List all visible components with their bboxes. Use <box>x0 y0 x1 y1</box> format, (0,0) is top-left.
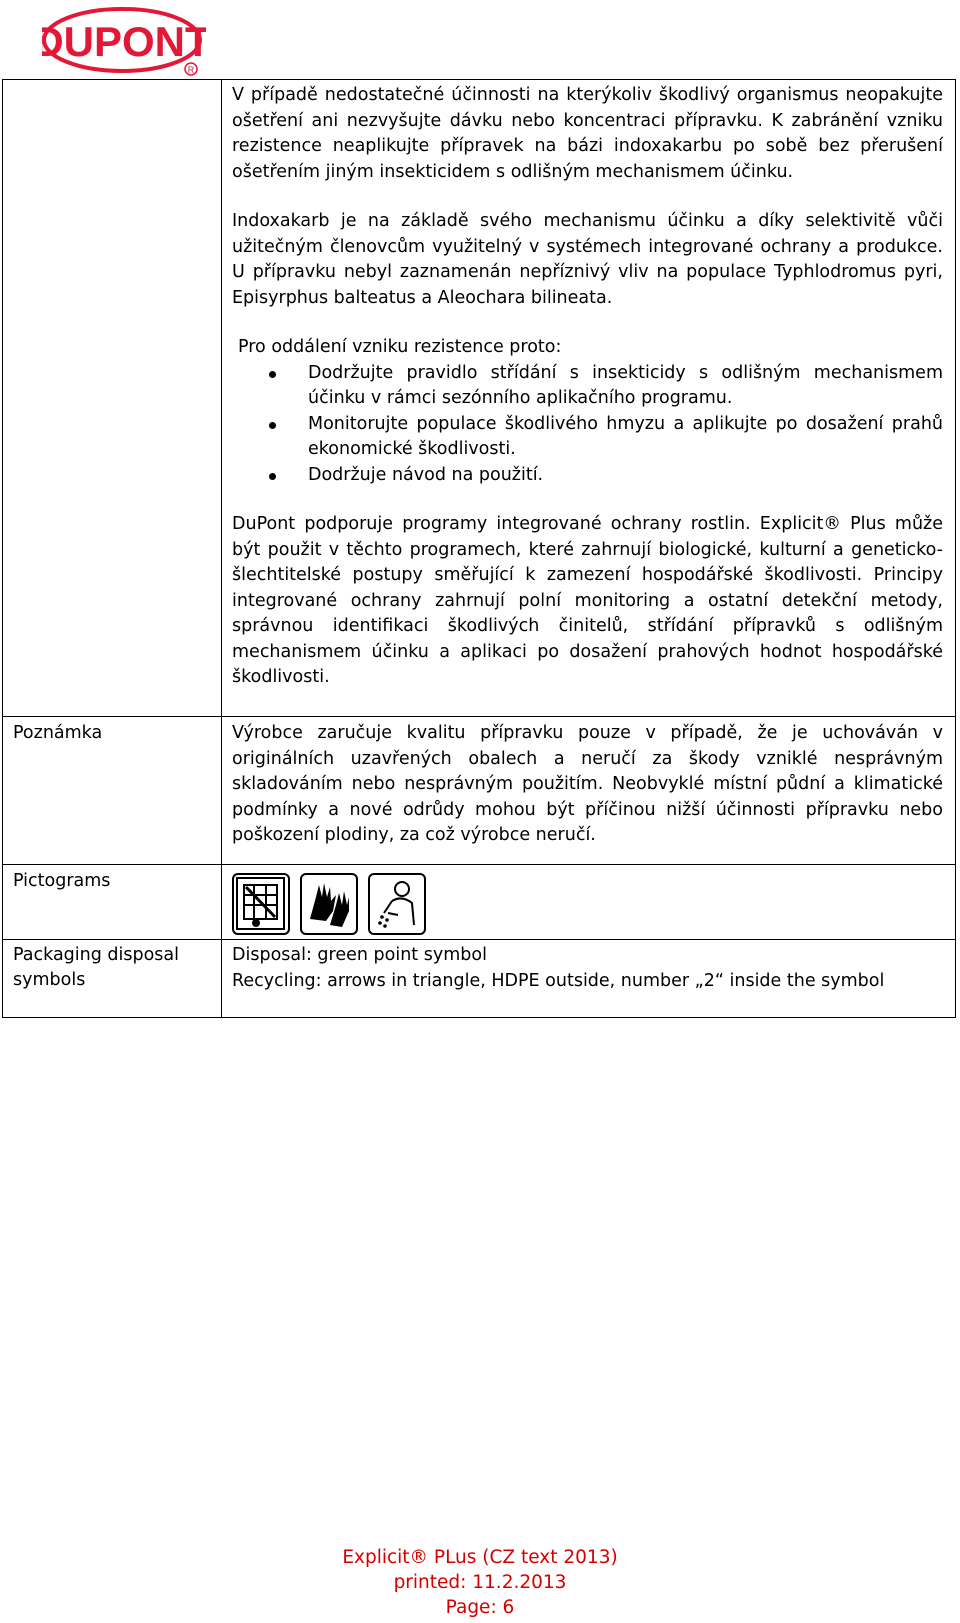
table-row <box>3 940 956 1018</box>
registered-mark: R <box>187 65 195 75</box>
row-label: Packaging disposal symbols <box>3 940 222 1018</box>
row-value-note: Výrobce zaručuje kvalitu přípravku pouze v případě, že je uchováván v originálních uzavřených obalech a neručí za škody vzniklé nesprávným skladováním nebo nesprávným použitím. Neobvyklé místní půdní a klimatické podmínky a nové odrůdy mohou být příčinou nižší účinnosti přípravku nebo poškození plodiny, za což výrobce neručí. <box>222 717 956 865</box>
footer-page-number: Page: 6 <box>445 1597 515 1618</box>
resistance-intro: Pro oddálení vzniku rezistence proto: <box>238 337 562 357</box>
logo-wordmark: DUPONT <box>42 18 206 65</box>
table-row <box>3 717 956 865</box>
row-value-disposal <box>222 940 956 1018</box>
row-label <box>3 80 222 717</box>
page-footer <box>0 1545 960 1620</box>
paragraph-selectivity: Indoxakarb je na základě svého mechanismu účinku a díky selektivitě vůči užitečným členovcům využitelný v systémech integrované ochrany a produkce. U přípravku nebyl zaznamenán nepříznivý vliv na populace Typhlodromus pyri, Episyrphus balteatus a Aleochara bilineata. <box>232 211 943 308</box>
wash-after-use-pictogram-icon <box>368 873 426 935</box>
list-item: Dodržujte pravidlo střídání s insekticidy s odlišným mechanismem účinku v rámci sezónního aplikačního programu. <box>308 361 943 412</box>
keep-locked-away-pictogram-icon <box>232 873 290 935</box>
recycling-line: Recycling: arrows in triangle, HDPE outside, number „2“ inside the symbol <box>232 970 885 991</box>
footer-printed-date: printed: 11.2.2013 <box>393 1572 567 1593</box>
paragraph-resistance: V případě nedostatečné účinnosti na kterýkoliv škodlivý organismus neopakujte ošetření ani nezvyšujte dávku nebo koncentraci přípravku. K zabránění vzniku rezistence neaplikujte přípravek na bázi indoxakarbu po sobě bez přerušení ošetřením jiným insekticidem s odlišným mechanismem účinku. <box>232 85 943 182</box>
footer-product: Explicit® PLus (CZ text 2013) <box>342 1547 618 1568</box>
resistance-list <box>232 361 943 489</box>
row-value-pictograms <box>222 865 956 940</box>
dupont-logo-icon <box>42 6 206 80</box>
row-label: Poznámka <box>3 717 222 865</box>
disposal-line: Disposal: green point symbol <box>232 945 487 965</box>
row-value <box>222 80 956 717</box>
row-label: Pictograms <box>3 865 222 940</box>
table-row <box>3 865 956 940</box>
dupont-logo <box>42 6 206 80</box>
list-item: Dodržuje návod na použití. <box>308 463 943 489</box>
wear-gloves-pictogram-icon <box>300 873 358 935</box>
label-table <box>2 79 956 1018</box>
list-item: Monitorujte populace škodlivého hmyzu a aplikujte po dosažení prahů ekonomické škodlivosti. <box>308 412 943 463</box>
table-row <box>3 80 956 717</box>
paragraph-ipm: DuPont podporuje programy integrované ochrany rostlin. Explicit® Plus může být použit v těchto programech, které zahrnují biologické, kulturní a geneticko-šlechtitelské postupy směřující k zamezení hospodářské škodlivosti. Principy integrované ochrany zahrnují polní monitoring a ostatní detekční metody, správnou identifikaci škodlivých činitelů, střídání přípravků s odlišným mechanismem účinku a aplikaci po dosažení prahových hodnot hospodářské škodlivosti. <box>232 514 943 687</box>
